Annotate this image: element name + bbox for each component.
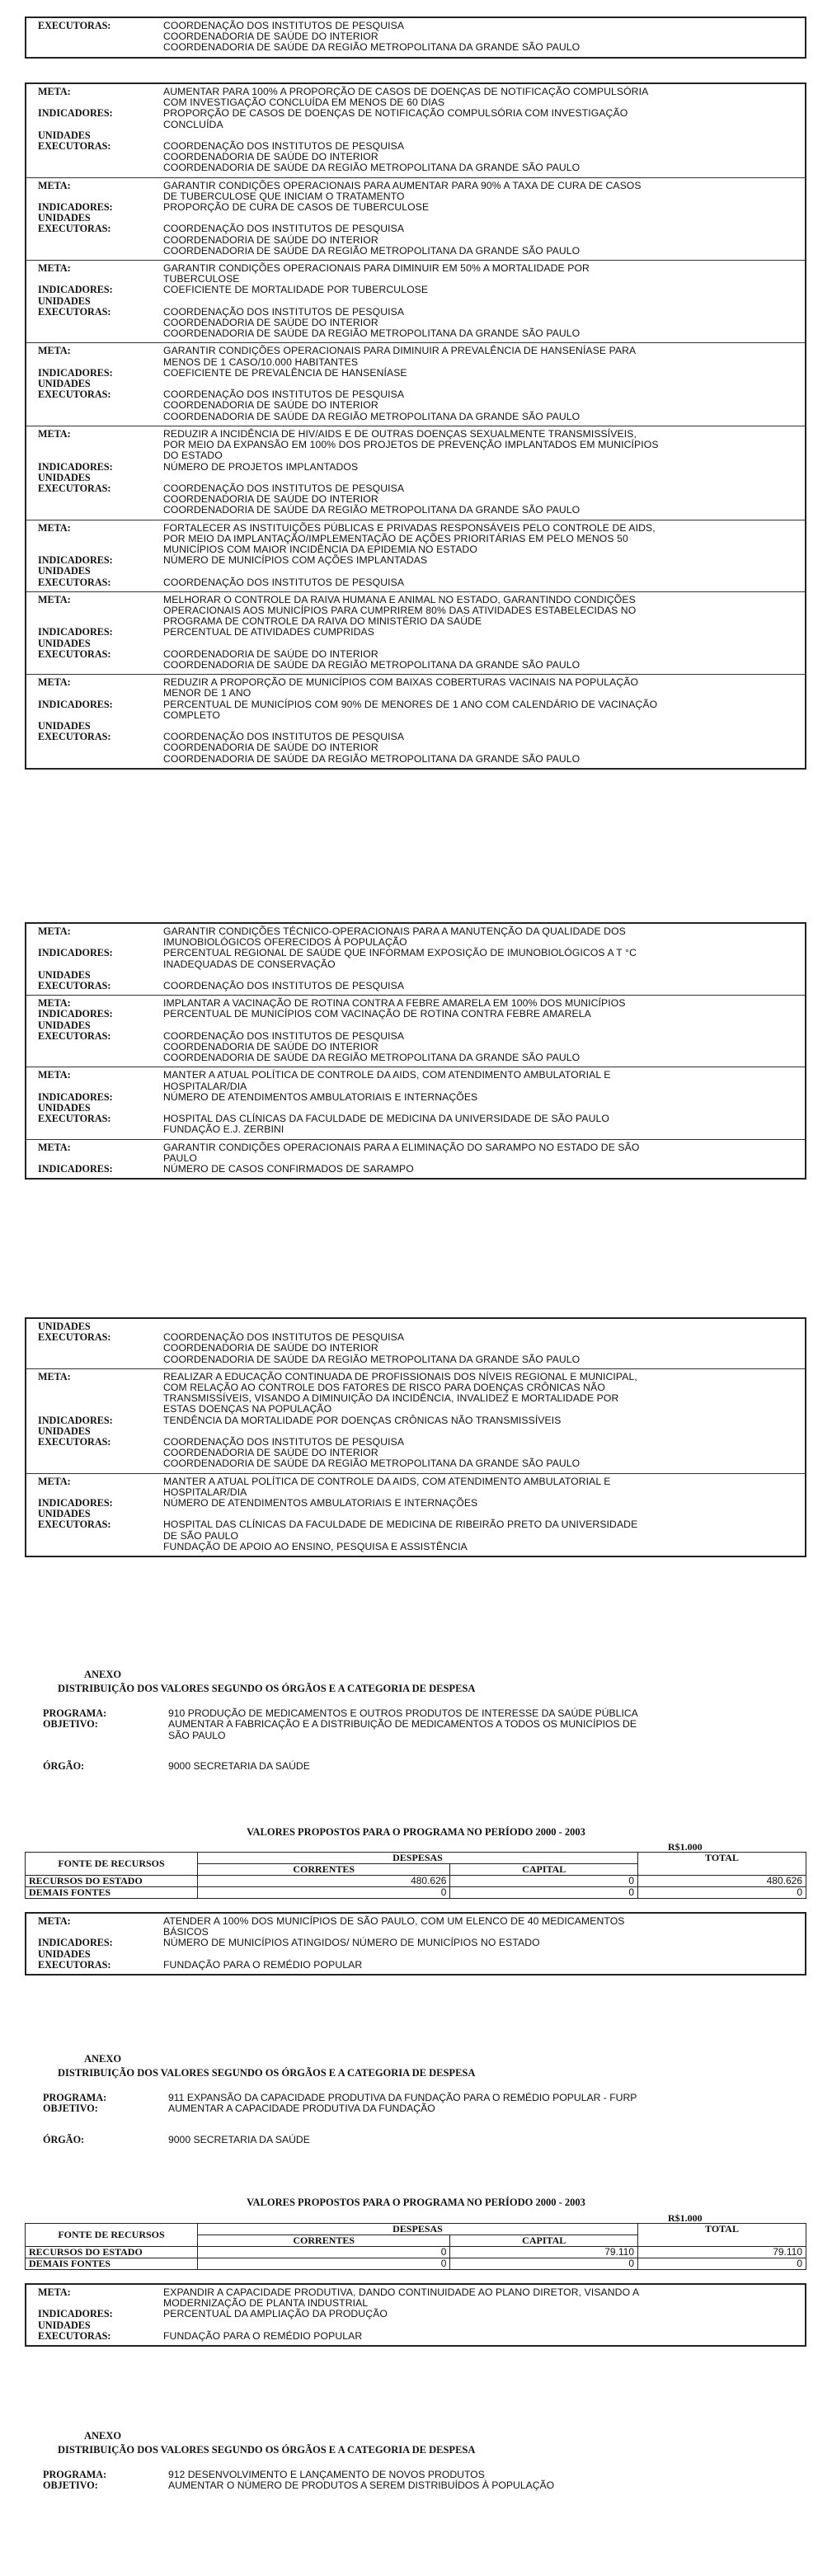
meta-line: GARANTIR CONDIÇÕES OPERACIONAIS PARA DIMINUIR A PREVALÊNCIA DE HANSENÍASE PARA bbox=[163, 345, 637, 357]
meta-line: GARANTIR CONDIÇÕES TÉCNICO-OPERACIONAIS PARA A MANUTENÇÃO DA QUALIDADE DOS bbox=[163, 925, 626, 937]
meta-line: HOSPITALAR/DIA bbox=[163, 1080, 247, 1092]
executoras-line: FUNDAÇÃO DE APOIO AO ENSINO, PESQUISA E ASSISTÊNCIA bbox=[163, 1540, 468, 1552]
meta-line: IMUNOBIOLÓGICOS OFERECIDOS À POPULAÇÃO bbox=[163, 936, 407, 949]
orgao-label: ÓRGÃO: bbox=[43, 1760, 85, 1773]
programa-label: PROGRAMA: bbox=[43, 2092, 107, 2103]
indicadores-label: INDICADORES: bbox=[38, 201, 113, 214]
executoras-label: EXECUTORAS: bbox=[38, 1519, 111, 1531]
meta-box-911 bbox=[25, 2283, 806, 2347]
total-value: 79.110 bbox=[638, 2247, 806, 2258]
executoras-line: COORDENAÇÃO DOS INSTITUTOS DE PESQUISA bbox=[163, 482, 405, 494]
table-row bbox=[26, 1887, 806, 1899]
unidades-label: UNIDADES bbox=[38, 1947, 91, 1960]
executoras-line: COORDENAÇÃO DOS INSTITUTOS DE PESQUISA bbox=[163, 305, 405, 318]
meta-line: MUNICÍPIOS COM MAIOR INCIDÊNCIA DA EPIDEMIA NO ESTADO bbox=[163, 543, 477, 555]
executoras-line: COORDENAÇÃO DOS INSTITUTOS DE PESQUISA bbox=[163, 389, 405, 401]
meta-label: META: bbox=[38, 997, 71, 1010]
meta-line: IMPLANTAR A VACINAÇÃO DE ROTINA CONTRA A FEBRE AMARELA EM 100% DOS MUNICÍPIOS bbox=[163, 997, 626, 1010]
row-label: RECURSOS DO ESTADO bbox=[26, 2247, 198, 2258]
indicadores-label: INDICADORES: bbox=[38, 1008, 113, 1020]
valores-title: VALORES PROPOSTOS PARA O PROGRAMA NO PERÍODO 2000 - 2003 bbox=[247, 2197, 585, 2208]
meta-box-910 bbox=[25, 1912, 806, 1976]
despesas-header: DESPESAS bbox=[198, 1853, 638, 1864]
row-label: DEMAIS FONTES bbox=[26, 2258, 198, 2270]
meta-line: REDUZIR A INCIDÊNCIA DE HIV/AIDS E DE OUTRAS DOENÇAS SEXUALMENTE TRANSMISSÍVEIS, bbox=[163, 427, 637, 440]
executoras-line: COORDENADORIA DE SAÚDE DA REGIÃO METROPOLITANA DA GRANDE SÃO PAULO bbox=[163, 1353, 581, 1365]
meta-line: FORTALECER AS INSTITUIÇÕES PÚBLICAS E PRIVADAS RESPONSÁVEIS PELO CONTROLE DE AIDS, bbox=[163, 521, 656, 534]
indicadores-line: PERCENTUAL DE MUNICÍPIOS COM VACINAÇÃO DE ROTINA CONTRA FEBRE AMARELA bbox=[163, 1008, 591, 1020]
indicadores-label: INDICADORES: bbox=[38, 107, 113, 120]
meta-label: META: bbox=[38, 1370, 71, 1382]
capital-value: 0 bbox=[450, 1887, 638, 1899]
executoras-line: COORDENADORIA DE SAÚDE DO INTERIOR bbox=[163, 233, 378, 246]
unidades-label: UNIDADES bbox=[38, 1508, 91, 1520]
indicadores-line: TENDÊNCIA DA MORTALIDADE POR DOENÇAS CRÔNICAS NÃO TRANSMISSÍVEIS bbox=[163, 1414, 562, 1426]
indicadores-line: INADEQUADAS DE CONSERVAÇÃO bbox=[163, 958, 336, 970]
meta-line: MENOS DE 1 CASO/10.000 HABITANTES bbox=[163, 356, 359, 368]
executoras-line: COORDENADORIA DE SAÚDE DA REGIÃO METROPOLITANA DA GRANDE SÃO PAULO bbox=[163, 658, 581, 671]
meta-row bbox=[26, 1914, 805, 1974]
table-row bbox=[26, 2247, 806, 2258]
metas-box-b bbox=[25, 82, 806, 770]
annex-heading: ANEXO bbox=[84, 2053, 122, 2065]
capital-header: CAPITAL bbox=[450, 1864, 638, 1876]
meta-row bbox=[26, 1368, 805, 1473]
executoras-label: EXECUTORAS: bbox=[38, 2329, 111, 2342]
unidades-label: UNIDADES bbox=[38, 1019, 91, 1031]
indicadores-line: CONCLUÍDA bbox=[163, 118, 223, 130]
table-row bbox=[26, 1876, 806, 1887]
total-value: 0 bbox=[638, 1887, 806, 1899]
meta-line: TUBERCULOSE bbox=[163, 273, 240, 285]
objetivo-value: SÃO PAULO bbox=[168, 1729, 226, 1741]
meta-label: META: bbox=[38, 1475, 71, 1487]
executoras-label: EXECUTORAS: bbox=[38, 482, 111, 494]
annex-subheading: DISTRIBUIÇÃO DOS VALORES SEGUNDO OS ÓRGÃOS E A CATEGORIA DE DESPESA bbox=[58, 1683, 476, 1694]
row-label: RECURSOS DO ESTADO bbox=[26, 1876, 198, 1887]
correntes-value: 0 bbox=[198, 1887, 450, 1899]
executoras-label: EXECUTORAS: bbox=[38, 576, 111, 588]
executoras-line: COORDENADORIA DE SAÚDE DO INTERIOR bbox=[163, 1342, 378, 1354]
indicadores-label: INDICADORES: bbox=[38, 460, 113, 473]
meta-row bbox=[26, 84, 805, 177]
programa-value: 910 PRODUÇÃO DE MEDICAMENTOS E OUTROS PRODUTOS DE INTERESSE DA SAÚDE PÚBLICA bbox=[168, 1707, 638, 1719]
executoras-line: COORDENADORIA DE SAÚDE DA REGIÃO METROPOLITANA DA GRANDE SÃO PAULO bbox=[163, 410, 581, 422]
unidades-label: UNIDADES bbox=[38, 1425, 91, 1437]
objetivo-label: OBJETIVO: bbox=[43, 2103, 98, 2115]
programa-label: PROGRAMA: bbox=[43, 2469, 107, 2480]
executoras-line: FUNDAÇÃO E.J. ZERBINI bbox=[163, 1123, 284, 1136]
meta-row bbox=[26, 260, 805, 342]
orgao-value: 9000 SECRETARIA DA SAÚDE bbox=[168, 1760, 310, 1773]
executoras-line: DE SÃO PAULO bbox=[163, 1529, 239, 1542]
executoras-line: COORDENADORIA DE SAÚDE DO INTERIOR bbox=[163, 1041, 378, 1053]
indicadores-label: INDICADORES: bbox=[38, 1414, 113, 1426]
capital-value: 0 bbox=[450, 2258, 638, 2270]
correntes-value: 0 bbox=[198, 2258, 450, 2270]
indicadores-line: COEFICIENTE DE MORTALIDADE POR TUBERCULOSE bbox=[163, 284, 429, 296]
meta-row bbox=[26, 674, 805, 768]
total-header: TOTAL bbox=[638, 2224, 806, 2247]
executoras-label: EXECUTORAS: bbox=[38, 1436, 111, 1448]
executoras-line: COORDENADORIA DE SAÚDE DA REGIÃO METROPOLITANA DA GRANDE SÃO PAULO bbox=[163, 504, 581, 516]
meta-row bbox=[26, 2285, 805, 2345]
meta-label: META: bbox=[38, 179, 71, 191]
executoras-label: EXECUTORAS: bbox=[38, 389, 111, 401]
executoras-line: COORDENAÇÃO DOS INSTITUTOS DE PESQUISA bbox=[163, 1436, 405, 1448]
executoras-line: COORDENADORIA DE SAÚDE DO INTERIOR bbox=[163, 648, 378, 660]
metas-box-c bbox=[25, 922, 806, 1180]
meta-row bbox=[26, 520, 805, 591]
meta-line: DE TUBERCULOSE QUE INICIAM O TRATAMENTO bbox=[163, 190, 405, 202]
total-value: 0 bbox=[638, 2258, 806, 2270]
meta-row bbox=[26, 591, 805, 674]
executoras-line: COORDENAÇÃO DOS INSTITUTOS DE PESQUISA bbox=[163, 223, 405, 235]
annex-911 bbox=[25, 2053, 806, 2145]
unidades-label: UNIDADES bbox=[38, 1321, 91, 1332]
metas-box-d bbox=[25, 1317, 806, 1557]
meta-label: META: bbox=[38, 521, 71, 534]
unidades-label: UNIDADES bbox=[38, 129, 91, 141]
objetivo-value: AUMENTAR A CAPACIDADE PRODUTIVA DA FUNDAÇÃO bbox=[168, 2103, 435, 2115]
objetivo-label: OBJETIVO: bbox=[43, 2479, 98, 2492]
indicadores-label: INDICADORES: bbox=[38, 947, 113, 959]
programa-value: 911 EXPANSÃO DA CAPACIDADE PRODUTIVA DA FUNDAÇÃO PARA O REMÉDIO POPULAR - FURP bbox=[168, 2092, 637, 2103]
indicadores-line: NÚMERO DE CASOS CONFIRMADOS DE SARAMPO bbox=[163, 1163, 414, 1175]
executoras-line: COORDENAÇÃO DOS INSTITUTOS DE PESQUISA bbox=[163, 1331, 405, 1344]
executoras-label: EXECUTORAS: bbox=[38, 1113, 111, 1125]
executoras-label: EXECUTORAS: bbox=[38, 731, 111, 743]
indicadores-line: NÚMERO DE MUNICÍPIOS ATINGIDOS/ NÚMERO DE MUNICÍPIOS NO ESTADO bbox=[163, 1937, 540, 1949]
meta-label: META: bbox=[38, 427, 71, 440]
indicadores-label: INDICADORES: bbox=[38, 626, 113, 638]
indicadores-label: INDICADORES: bbox=[38, 1090, 113, 1103]
unidades-label: UNIDADES bbox=[38, 294, 91, 307]
executoras-line: COORDENADORIA DE SAÚDE DA REGIÃO METROPOLITANA DA GRANDE SÃO PAULO bbox=[163, 1052, 581, 1064]
unidades-label: UNIDADES bbox=[38, 212, 91, 224]
indicadores-line: NÚMERO DE PROJETOS IMPLANTADOS bbox=[163, 460, 359, 473]
executoras-line: COORDENADORIA DE SAÚDE DO INTERIOR bbox=[163, 493, 378, 506]
meta-line: MANTER A ATUAL POLÍTICA DE CONTROLE DA AIDS, COM ATENDIMENTO AMBULATORIAL E bbox=[163, 1069, 611, 1081]
executora-line: COORDENADORIA DE SAÚDE DA REGIÃO METROPOLITANA DA GRANDE SÃO PAULO bbox=[163, 41, 581, 54]
meta-row bbox=[26, 426, 805, 520]
orgao-value: 9000 SECRETARIA DA SAÚDE bbox=[168, 2133, 310, 2145]
valores-title: VALORES PROPOSTOS PARA O PROGRAMA NO PERÍODO 2000 - 2003 bbox=[247, 1826, 585, 1838]
capital-header: CAPITAL bbox=[450, 2235, 638, 2247]
executoras-row bbox=[26, 18, 805, 57]
annex-subheading: DISTRIBUIÇÃO DOS VALORES SEGUNDO OS ÓRGÃOS E A CATEGORIA DE DESPESA bbox=[58, 2444, 476, 2456]
executoras-line: COORDENADORIA DE SAÚDE DA REGIÃO METROPOLITANA DA GRANDE SÃO PAULO bbox=[163, 752, 581, 765]
executoras-line: COORDENADORIA DE SAÚDE DO INTERIOR bbox=[163, 399, 378, 412]
annex-heading: ANEXO bbox=[84, 1669, 122, 1680]
objetivo-value: AUMENTAR A FABRICAÇÃO E A DISTRIBUIÇÃO DE MEDICAMENTOS A TODOS OS MUNICÍPIOS DE bbox=[168, 1718, 637, 1731]
programa-label: PROGRAMA: bbox=[43, 1707, 107, 1719]
meta-line: GARANTIR CONDIÇÕES OPERACIONAIS PARA A ELIMINAÇÃO DO SARAMPO NO ESTADO DE SÃO bbox=[163, 1141, 640, 1153]
capital-value: 79.110 bbox=[450, 2247, 638, 2258]
executoras-label: EXECUTORAS: bbox=[38, 20, 111, 31]
meta-line: REDUZIR A PROPORÇÃO DE MUNICÍPIOS COM BAIXAS COBERTURAS VACINAIS NA POPULAÇÃO bbox=[163, 676, 639, 689]
meta-label: META: bbox=[38, 1141, 71, 1153]
executoras-label: EXECUTORAS: bbox=[38, 140, 111, 153]
meta-line: POR MEIO DA IMPLANTAÇÃO/IMPLEMENTAÇÃO DE AÇÕES PRIORITÁRIAS EM PELO MENOS 50 bbox=[163, 532, 628, 544]
executoras-line: COORDENADORIA DE SAÚDE DO INTERIOR bbox=[163, 1447, 378, 1459]
meta-label: META: bbox=[38, 262, 71, 275]
executora-line: COORDENADORIA DE SAÚDE DO INTERIOR bbox=[163, 31, 378, 43]
correntes-value: 480.626 bbox=[198, 1876, 450, 1887]
unidades-label: UNIDADES bbox=[38, 565, 91, 577]
annex-910 bbox=[25, 1669, 806, 1773]
executoras-line: COORDENAÇÃO DOS INSTITUTOS DE PESQUISA bbox=[163, 731, 405, 743]
indicadores-line: PROPORÇÃO DE CURA DE CASOS DE TUBERCULOSE bbox=[163, 201, 430, 214]
executoras-label: EXECUTORAS: bbox=[38, 1331, 111, 1344]
meta-line: GARANTIR CONDIÇÕES OPERACIONAIS PARA AUMENTAR PARA 90% A TAXA DE CURA DE CASOS bbox=[163, 179, 642, 191]
executoras-line: COORDENAÇÃO DOS INSTITUTOS DE PESQUISA bbox=[163, 140, 405, 153]
unit-label: R$1.000 bbox=[668, 1841, 703, 1853]
executoras-label: EXECUTORAS: bbox=[38, 305, 111, 318]
meta-row bbox=[26, 995, 805, 1067]
meta-line: ESTAS DOENÇAS NA POPULAÇÃO bbox=[163, 1403, 332, 1415]
meta-line: MENOR DE 1 ANO bbox=[163, 687, 251, 699]
valores-table-911 bbox=[25, 2223, 806, 2270]
meta-row bbox=[26, 1319, 805, 1368]
meta-row bbox=[26, 1067, 805, 1138]
meta-line: ATENDER A 100% DOS MUNICÍPIOS DE SÃO PAULO, COM UM ELENCO DE 40 MEDICAMENTOS bbox=[163, 1915, 625, 1927]
executoras-line: HOSPITAL DAS CLÍNICAS DA FACULDADE DE MEDICINA DE RIBEIRÃO PRETO DA UNIVERSIDADE bbox=[163, 1519, 638, 1531]
meta-line: MELHORAR O CONTROLE DA RAIVA HUMANA E ANIMAL NO ESTADO, GARANTINDO CONDIÇÕES bbox=[163, 593, 636, 605]
meta-line: PROGRAMA DE CONTROLE DA RAIVA DO MINISTÉRIO DA SAÚDE bbox=[163, 615, 482, 628]
meta-line: AUMENTAR PARA 100% A PROPORÇÃO DE CASOS DE DOENÇAS DE NOTIFICAÇÃO COMPULSÓRIA bbox=[163, 86, 649, 97]
indicadores-line: COEFICIENTE DE PREVALÊNCIA DE HANSENÍASE bbox=[163, 366, 407, 379]
meta-line: GARANTIR CONDIÇÕES OPERACIONAIS PARA DIMINUIR EM 50% A MORTALIDADE POR bbox=[163, 262, 590, 275]
meta-label: META: bbox=[38, 925, 71, 937]
indicadores-label: INDICADORES: bbox=[38, 1937, 113, 1949]
unidades-label: UNIDADES bbox=[38, 637, 91, 649]
indicadores-label: INDICADORES: bbox=[38, 698, 113, 710]
executoras-line: COORDENADORIA DE SAÚDE DO INTERIOR bbox=[163, 317, 378, 329]
programa-value: 912 DESENVOLVIMENTO E LANÇAMENTO DE NOVOS PRODUTOS bbox=[168, 2469, 485, 2480]
meta-label: META: bbox=[38, 345, 71, 357]
annex-912 bbox=[25, 2430, 806, 2492]
executoras-line: COORDENAÇÃO DOS INSTITUTOS DE PESQUISA bbox=[163, 1029, 405, 1042]
meta-label: META: bbox=[38, 593, 71, 605]
meta-row bbox=[26, 924, 805, 995]
capital-value: 0 bbox=[450, 1876, 638, 1887]
unidades-label: UNIDADES bbox=[38, 378, 91, 390]
row-label: DEMAIS FONTES bbox=[26, 1887, 198, 1899]
meta-row bbox=[26, 342, 805, 425]
meta-line: TRANSMISSÍVEIS, VISANDO A DIMINUIÇÃO DA INCIDÊNCIA, INVALIDEZ E MORTALIDADE POR bbox=[163, 1392, 619, 1405]
correntes-header: CORRENTES bbox=[198, 2235, 450, 2247]
objetivo-label: OBJETIVO: bbox=[43, 1718, 98, 1731]
indicadores-label: INDICADORES: bbox=[38, 366, 113, 379]
indicadores-line: PERCENTUAL DE MUNICÍPIOS COM 90% DE MENORES DE 1 ANO COM CALENDÁRIO DE VACINAÇÃO bbox=[163, 698, 658, 710]
executoras-line: COORDENADORIA DE SAÚDE DA REGIÃO METROPOLITANA DA GRANDE SÃO PAULO bbox=[163, 162, 581, 174]
unidades-label: UNIDADES bbox=[38, 719, 91, 732]
unit-label: R$1.000 bbox=[668, 2212, 703, 2224]
orgao-label: ÓRGÃO: bbox=[43, 2133, 85, 2145]
meta-row bbox=[26, 1473, 805, 1556]
indicadores-line: PROPORÇÃO DE CASOS DE DOENÇAS DE NOTIFICAÇÃO COMPULSÓRIA COM INVESTIGAÇÃO bbox=[163, 107, 628, 120]
executoras-line: FUNDAÇÃO PARA O REMÉDIO POPULAR bbox=[163, 2329, 363, 2342]
indicadores-line: PERCENTUAL DA AMPLIAÇÃO DA PRODUÇÃO bbox=[163, 2308, 388, 2320]
meta-line: COM INVESTIGAÇÃO CONCLUÍDA EM MENOS DE 60 DIAS bbox=[163, 97, 445, 109]
valores-table-910 bbox=[25, 1852, 806, 1899]
meta-line: MODERNIZAÇÃO DE PLANTA INDUSTRIAL bbox=[163, 2297, 369, 2310]
fonte-header: FONTE DE RECURSOS bbox=[26, 1853, 198, 1876]
meta-label: META: bbox=[38, 676, 71, 689]
executoras-line: COORDENADORIA DE SAÚDE DO INTERIOR bbox=[163, 742, 378, 754]
unidades-label: UNIDADES bbox=[38, 471, 91, 483]
indicadores-line: NÚMERO DE ATENDIMENTOS AMBULATORIAIS E INTERNAÇÕES bbox=[163, 1497, 478, 1509]
meta-row bbox=[26, 1139, 805, 1179]
indicadores-label: INDICADORES: bbox=[38, 554, 113, 567]
executoras-line: COORDENADORIA DE SAÚDE DA REGIÃO METROPOLITANA DA GRANDE SÃO PAULO bbox=[163, 244, 581, 257]
executoras-label: EXECUTORAS: bbox=[38, 223, 111, 235]
unidades-label: UNIDADES bbox=[38, 1102, 91, 1114]
indicadores-label: INDICADORES: bbox=[38, 2308, 113, 2320]
indicadores-label: INDICADORES: bbox=[38, 284, 113, 296]
meta-label: META: bbox=[38, 1915, 71, 1927]
total-value: 480.626 bbox=[638, 1876, 806, 1887]
indicadores-line: PERCENTUAL REGIONAL DE SAÚDE QUE INFORMAM EXPOSIÇÃO DE IMUNOBIOLÓGICOS A T °C bbox=[163, 947, 637, 959]
meta-line: HOSPITALAR/DIA bbox=[163, 1486, 247, 1498]
executoras-line: HOSPITAL DAS CLÍNICAS DA FACULDADE DE MEDICINA DA UNIVERSIDADE DE SÃO PAULO bbox=[163, 1113, 609, 1125]
meta-label: META: bbox=[38, 2286, 71, 2298]
meta-line: MANTER A ATUAL POLÍTICA DE CONTROLE DA AIDS, COM ATENDIMENTO AMBULATORIAL E bbox=[163, 1475, 611, 1487]
meta-line: POR MEIO DA EXPANSÃO EM 100% DOS PROJETOS DE PREVENÇÃO IMPLANTADOS EM MUNICÍPIOS bbox=[163, 439, 659, 451]
executoras-line: FUNDAÇÃO PARA O REMÉDIO POPULAR bbox=[163, 1958, 363, 1971]
executoras-line: COORDENADORIA DE SAÚDE DA REGIÃO METROPOLITANA DA GRANDE SÃO PAULO bbox=[163, 1458, 581, 1470]
unidades-label: UNIDADES bbox=[38, 968, 91, 981]
despesas-header: DESPESAS bbox=[198, 2224, 638, 2235]
fonte-header: FONTE DE RECURSOS bbox=[26, 2224, 198, 2247]
meta-label: META: bbox=[38, 86, 71, 97]
unidades-label: UNIDADES bbox=[38, 2319, 91, 2331]
correntes-header: CORRENTES bbox=[198, 1864, 450, 1876]
executoras-line: COORDENAÇÃO DOS INSTITUTOS DE PESQUISA bbox=[163, 980, 405, 992]
meta-row bbox=[26, 177, 805, 260]
annex-subheading: DISTRIBUIÇÃO DOS VALORES SEGUNDO OS ÓRGÃOS E A CATEGORIA DE DESPESA bbox=[58, 2067, 476, 2079]
table-row bbox=[26, 2258, 806, 2270]
objetivo-value: AUMENTAR O NÚMERO DE PRODUTOS A SEREM DISTRIBUÍDOS À POPULAÇÃO bbox=[168, 2479, 555, 2492]
meta-line: EXPANDIR A CAPACIDADE PRODUTIVA, DANDO CONTINUIDADE AO PLANO DIRETOR, VISANDO A bbox=[163, 2286, 640, 2298]
indicadores-label: INDICADORES: bbox=[38, 1497, 113, 1509]
meta-line: PAULO bbox=[163, 1151, 197, 1164]
meta-line: COM RELAÇÃO AO CONTROLE DOS FATORES DE RISCO PARA DOENÇAS CRÔNICAS NÃO bbox=[163, 1382, 605, 1394]
meta-label: META: bbox=[38, 1069, 71, 1081]
meta-line: OPERACIONAIS AOS MUNICÍPIOS PARA CUMPRIREM 80% DAS ATIVIDADES ESTABELECIDAS NO bbox=[163, 604, 637, 616]
meta-line: DO ESTADO bbox=[163, 450, 223, 462]
executoras-line: COORDENAÇÃO DOS INSTITUTOS DE PESQUISA bbox=[163, 576, 405, 588]
executoras-line: COORDENADORIA DE SAÚDE DA REGIÃO METROPOLITANA DA GRANDE SÃO PAULO bbox=[163, 327, 581, 340]
executoras-label: EXECUTORAS: bbox=[38, 1958, 111, 1971]
executoras-label: EXECUTORAS: bbox=[38, 648, 111, 660]
executoras-label: EXECUTORAS: bbox=[38, 980, 111, 992]
correntes-value: 0 bbox=[198, 2247, 450, 2258]
total-header: TOTAL bbox=[638, 1853, 806, 1876]
indicadores-line: PERCENTUAL DE ATIVIDADES CUMPRIDAS bbox=[163, 626, 374, 638]
executoras-line: COORDENADORIA DE SAÚDE DO INTERIOR bbox=[163, 151, 378, 163]
indicadores-label: INDICADORES: bbox=[38, 1163, 113, 1175]
executora-line: COORDENAÇÃO DOS INSTITUTOS DE PESQUISA bbox=[163, 20, 405, 31]
executoras-label: EXECUTORAS: bbox=[38, 1029, 111, 1042]
indicadores-line: NÚMERO DE ATENDIMENTOS AMBULATORIAIS E INTERNAÇÕES bbox=[163, 1090, 478, 1103]
meta-line: REALIZAR A EDUCAÇÃO CONTINUADA DE PROFISSIONAIS DOS NÍVEIS REGIONAL E MUNICIPAL, bbox=[163, 1370, 637, 1382]
executoras-box-top bbox=[25, 16, 806, 59]
annex-heading: ANEXO bbox=[84, 2430, 122, 2442]
indicadores-line: NÚMERO DE MUNICÍPIOS COM AÇÕES IMPLANTADAS bbox=[163, 554, 428, 567]
indicadores-line: COMPLETO bbox=[163, 709, 220, 721]
meta-line: BÁSICOS bbox=[163, 1926, 209, 1938]
